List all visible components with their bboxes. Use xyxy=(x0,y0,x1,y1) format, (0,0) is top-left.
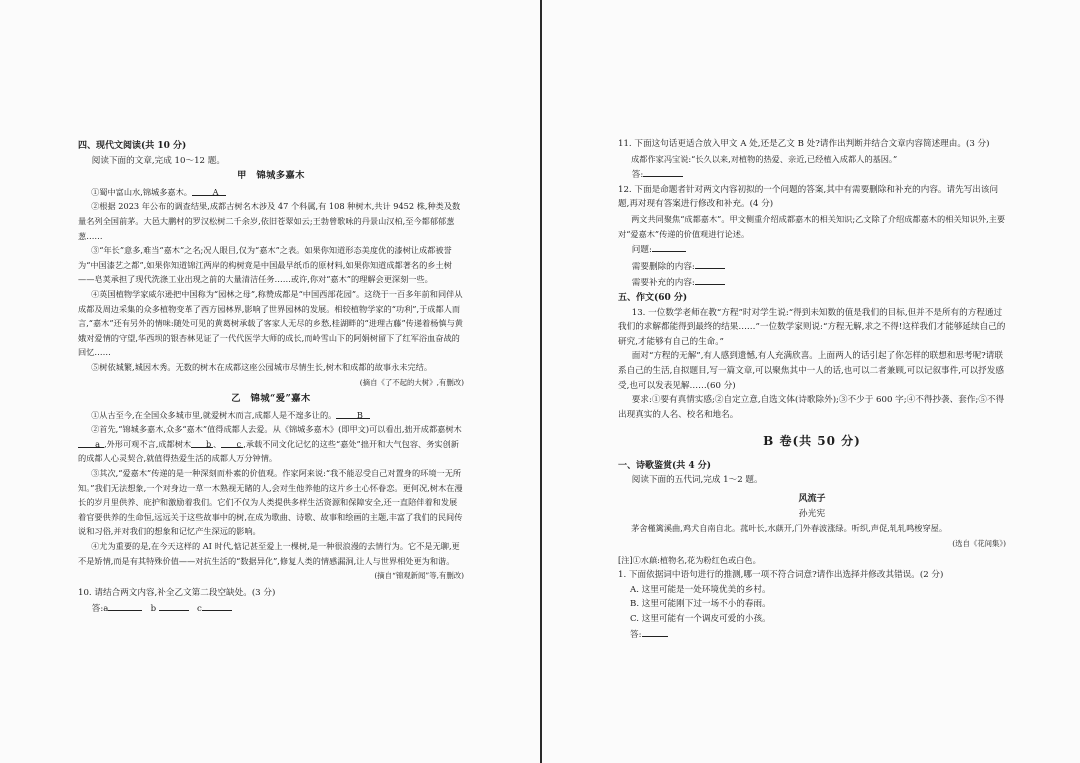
question-10: 10. 请结合两文内容,补全乙文第二段空缺处。(3 分) xyxy=(78,587,276,598)
question-12-add-blank[interactable] xyxy=(695,274,725,285)
right-page xyxy=(542,0,1080,763)
question-13-instructions: 面对“方程的无解”,有人感到遗憾,有人充满欣喜。上面两人的话引起了你怎样的联想和思考呢?请联系自己的生活,自拟题目,写一篇文章,可以聚焦其中一人的话,也可以二者兼顾,可以记叙事件,可以抒发感受,也可以发表见解……(60 分) xyxy=(618,351,1004,391)
paper-b-title: B 卷(共 50 分) xyxy=(763,434,861,449)
question-1-answer-blank[interactable] xyxy=(642,626,668,637)
article-b-title: 乙 锦城“爱”嘉木 xyxy=(231,393,311,405)
question-12-add-label: 需要补充的内容: xyxy=(631,278,695,289)
answer-c-label: c xyxy=(197,604,202,615)
question-12-question-label: 问题: xyxy=(631,245,652,256)
poem-text: 茅舍槿篱溪曲,鸡犬自南自北。菰叶长,水蕻开,门外春波涨绿。听织,声促,轧轧鸣梭穿屋。 xyxy=(631,523,948,534)
blank-b-lower: b xyxy=(191,437,213,448)
article-a-paragraph-1 xyxy=(78,185,464,200)
blank-c-lower: c xyxy=(221,437,243,448)
blank-a-marker: A xyxy=(192,185,226,196)
article-b-p2-mid2: 、 xyxy=(213,438,222,449)
question-12-question-line[interactable] xyxy=(618,241,1006,258)
question-12: 12. 下面是命题者针对两文内容初拟的一个问题的答案,其中有需要删除和补充的内容。请先写出该问题,再对现有答案进行修改和补充。(4 分) xyxy=(618,184,999,210)
answer-b-blank[interactable] xyxy=(159,600,189,611)
article-b-paragraph-4: ④尤为重要的是,在今天这样的 AI 时代,惦记甚至爱上一棵树,是一种很浪漫的去情行为。它不是无聊,更不是矫情,而是有其特殊价值——对抗生活的“数据异化”,修复人类的情感漏洞,让人与世界相处更为和谐。 xyxy=(78,541,460,566)
question-1-answer-label: 答: xyxy=(630,630,642,641)
article-a-paragraph-5: ⑤树依城繁,城因木秀。无数的树木在成都这座公园城市尽情生长,树木和成都的故事永未完结。 xyxy=(91,361,433,372)
question-12-quote: 两文共同聚焦“成都嘉木”。甲文侧重介绍成都嘉木的相关知识;乙文除了介绍成都嘉木的相关知识外,主要对“爱嘉木”传递的价值观进行论述。 xyxy=(618,213,1006,239)
blank-a-lower: a xyxy=(78,437,104,448)
question-1-answer-line[interactable] xyxy=(618,626,1006,643)
answer-a-label: a xyxy=(103,604,109,615)
question-11-answer-line[interactable] xyxy=(618,166,1006,183)
section-heading-modern-reading: 四、现代文阅读(共 10 分) xyxy=(78,141,187,151)
question-10-answer-line[interactable] xyxy=(78,600,464,617)
article-a-paragraph-2: ②根据 2023 年公布的调查结果,成都古树名木涉及 47 个科属,有 108 种树木,共计 9452 株,种类及数量名列全国前茅。大邑大鹏村的罗汉松树二千余岁,依旧苍翠如云;王勃曾歌咏的丹景山汉柏,至今都郁郁葱葱…… xyxy=(78,201,461,241)
question-10-answer-label: 答: xyxy=(91,604,104,615)
answer-c-blank[interactable] xyxy=(202,600,232,611)
question-1: 1. 下面依据词中语句进行的推测,哪一项不符合词意?请作出选择并修改其错误。(2 分) xyxy=(618,570,944,581)
article-a-source: (摘自《了不起的大树》,有删改) xyxy=(359,377,464,387)
reading-instruction: 阅读下面的文章,完成 10～12 题。 xyxy=(91,155,225,166)
poem-source: (选自《花间集》) xyxy=(952,538,1006,548)
article-a-title: 甲 锦城多嘉木 xyxy=(237,170,305,182)
question-12-add-line[interactable] xyxy=(618,274,1006,291)
article-b-paragraph-2 xyxy=(78,422,464,466)
article-b-p2-post: ,承载不同文化记忆的这些“嘉处”拙开和大气包容、务实创新的成都人心灵契合,就值得热爱生活的成都人万分钟情。 xyxy=(78,438,459,464)
article-b-p1-text: ①从古至今,在全国众多城市里,就爱树木而言,成都人是不遑多让的。 xyxy=(91,409,337,420)
question-11: 11. 下面这句话更适合放入甲文 A 处,还是乙文 B 处?请作出判断并结合文章内容简述理由。(3 分) xyxy=(618,139,990,149)
right-column xyxy=(618,137,1006,643)
poem-title: 风流子 xyxy=(798,494,826,505)
question-13-requirements: 要求:①要有真情实感;②自定立意,自选文体(诗歌除外);③不少于 600 字;④不得抄袭、套作;⑤不得出现真实的人名、校名和地名。 xyxy=(618,395,1005,420)
blank-b-marker: B xyxy=(336,408,370,419)
question-1-option-c[interactable]: C. 这里可能有一个调皮可爱的小孩。 xyxy=(630,613,771,624)
question-1-option-a[interactable]: A. 这里可能是一处环境优美的乡村。 xyxy=(630,584,771,595)
answer-a-blank[interactable] xyxy=(108,600,142,611)
article-a-p1-text: ①蜀中富山水,锦城多嘉木。 xyxy=(91,186,192,197)
question-1-option-b[interactable]: B. 这里可能刚下过一场不小的春雨。 xyxy=(630,599,771,610)
question-11-quote: 成都作家冯宝说:“长久以来,对植物的热爱、亲近,已经植入成都人的基因。” xyxy=(631,153,898,164)
section-heading-poetry: 一、诗歌鉴赏(共 4 分) xyxy=(618,460,712,471)
poem-author: 孙光宪 xyxy=(798,508,826,519)
poetry-instruction: 阅读下面的五代词,完成 1～2 题。 xyxy=(631,475,763,486)
question-12-question-blank[interactable] xyxy=(652,241,686,252)
question-12-delete-blank[interactable] xyxy=(695,258,725,269)
question-11-answer-label: 答: xyxy=(631,170,644,181)
article-a-paragraph-4: ④英国植物学家威尔逊把中国称为“园林之母”,称赞成都是“中国西部花园”。这绕于一百多年前和同伴从成都及周边采集的众多植物变革了西方园林界,影响了世界园林的发展。相较植物学家的“功利”,于成都人而言,“嘉木”还有另外的情味:随处可见的黄葛树承载了客家人无尽的乡愁,桂湖畔的“进理古藤”传递着杨慎与黄娥对爱情的守望,华西坝的银杏林见证了一代代医学大师的成长,而岭雪山下的阿娟树留下了红军浴血奋战的回忆…… xyxy=(78,288,463,358)
left-column xyxy=(78,139,464,617)
article-b-paragraph-3: ③其次,“爱嘉木”传递的是一种深刻而朴素的价值观。作家阿来说:“我不能忍受自己对置身的环境一无所知。”我们无法想象,一个对身边一草一木熟视无睹的人,会对生他养他的这片乡土心怀眷恋。更何况,树木在漫长的岁月里供养、庇护和激励着我们。它们不仅为人类提供多样生活资源和保障安全,还一直陪伴着和发展着官要供养的生命恒,远远关于这些故事中的树,在成为歌曲、诗歌、故事和绘画的主题,丰富了我们的民间传说和习俗,并对我们的想象和记忆产生深远的影响。 xyxy=(78,468,463,537)
question-13-prompt: 13. 一位数学老师在教“方程”时对学生说:“得到未知数的值是我们的目标,但并不是所有的方程通过我们的求解都能得到最终的结果……”一位数学家则说:“方程无解,求之不得!这样我们才能够延续自己的研究,才能够有自己的生命。” xyxy=(618,307,1006,347)
question-12-delete-label: 需要删除的内容: xyxy=(631,261,695,272)
question-11-answer-blank[interactable] xyxy=(643,166,683,177)
section-heading-essay: 五、作文(60 分) xyxy=(618,292,688,303)
article-b-p2-pre: ②首先,“锦城多嘉木,众多“嘉木”值得成都人去爱。从《锦城多嘉木》(即甲文)可以看出,拙开成都嘉树木 xyxy=(91,424,462,435)
answer-b-label: b xyxy=(150,604,157,615)
question-12-delete-line[interactable] xyxy=(618,258,1006,275)
article-b-p2-mid1: ,外形可观不言,成都树木 xyxy=(104,438,192,449)
poem-note: [注]①水蕻:植物名,花为粉红色或白色。 xyxy=(618,555,761,566)
article-b-paragraph-1 xyxy=(78,408,464,423)
article-a-paragraph-3: ③“年长”意多,难当“嘉木”之名;况人眼目,仅为“嘉木”之表。如果你知道形态美度优的漆树让成都被誉为“中国漆艺之都”,如果你知道锦江两岸的构树竟是中国最早纸币的原材料,如果你知道成都著名的乡土树——皂荚承担了现代洗涤工业出现之前的大量清洁任务……或许,你对“嘉木”的理解会更深刻一些。 xyxy=(78,245,452,285)
article-b-source: (摘自“锦观新闻”等,有删改) xyxy=(374,571,464,581)
